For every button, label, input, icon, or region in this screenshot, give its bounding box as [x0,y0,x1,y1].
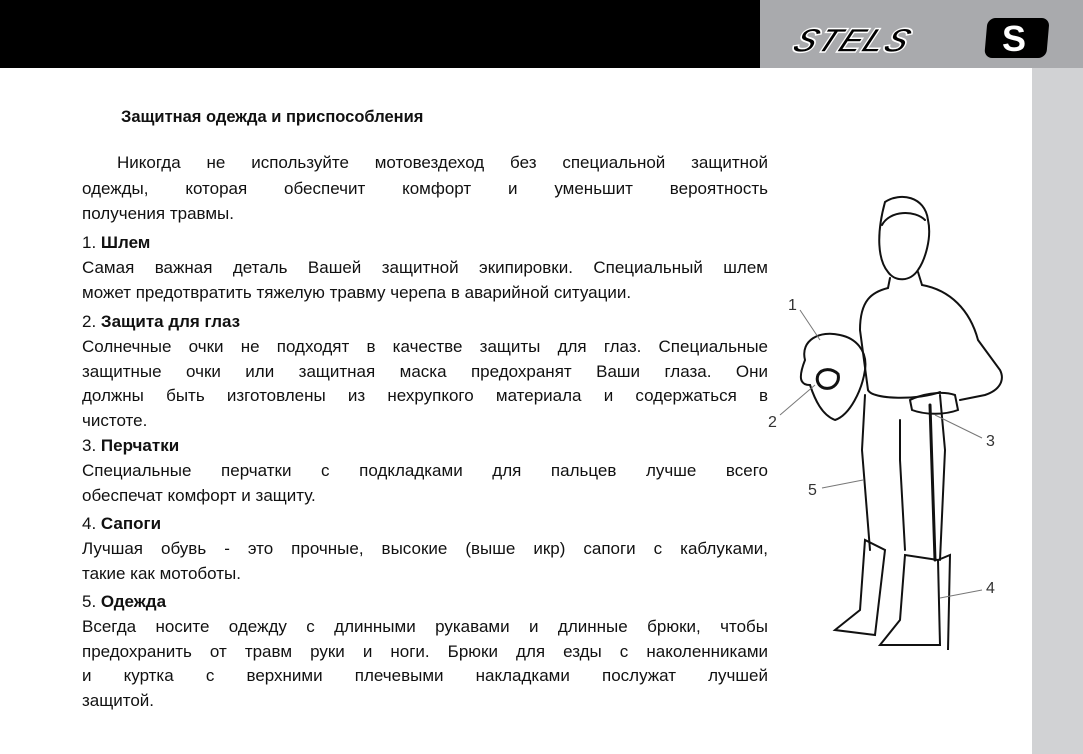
section-heading [82,436,179,456]
callout-4: 4 [986,580,995,597]
page-title: Защитная одежда и приспособления [121,108,424,126]
intro-line: Никогда не используйте мотовездеход без специальной защитной [117,153,768,172]
section-number: 3. [82,436,97,455]
intro-line: получения травмы. [82,204,234,223]
section-text-line: защитой. [82,690,155,710]
callout-2: 2 [768,414,777,431]
section-heading [82,592,166,612]
section-text-line: должны быть изготовлены из нехрупкого материала и содержаться в [82,386,768,405]
svg-text:S: S [1002,18,1027,59]
section-text-line: Специальные перчатки с подкладками для пальцев лучше всего [82,461,768,480]
callout-5: 5 [808,482,817,499]
section-title: Перчатки [100,436,180,455]
section-text-line: обеспечат комфорт и защиту. [82,485,316,505]
section-text-line: чистоте. [82,410,148,430]
section-text-line: Лучшая обувь - это прочные, высокие (выше икр) сапоги с каблуками, [82,539,768,558]
section-heading [82,312,240,332]
section-number: 4. [82,514,97,533]
section-heading [82,233,150,253]
section-title: Защита для глаз [100,312,241,331]
svg-text:STELS: STELS [786,21,920,60]
section-text-line: Солнечные очки не подходят в качестве защиты для глаз. Специальные [82,337,768,356]
section-text-line: такие как мотоботы. [82,563,241,583]
section-text-line: Всегда носите одежду с длинными рукавами и длинные брюки, чтобы [82,617,768,636]
callout-1: 1 [788,297,797,314]
section-heading [82,514,161,534]
section-text-line: предохранить от травм руки и ноги. Брюки для езды с наколенниками [82,641,768,661]
section-text-line: Самая важная деталь Вашей защитной экипировки. Специальный шлем [82,258,768,277]
section-text-line: и куртка с верхними плечевыми накладками послужат лучшей [82,666,768,685]
section-number: 5. [82,592,97,611]
stels-logo [780,14,1060,60]
side-strip [1032,68,1083,754]
intro-line: одежды, которая обеспечит комфорт и уменьшит вероятность [82,179,768,198]
section-text-line: защитные очки или защитная маска предохранят Ваши глаза. Они [82,361,768,381]
section-number: 1. [82,233,97,252]
callout-3: 3 [986,433,995,450]
section-title: Сапоги [100,514,162,533]
section-text-line: может предотвратить тяжелую травму черепа в аварийной ситуации. [82,282,632,302]
header-bar [0,0,760,68]
section-title: Шлем [100,233,151,252]
section-number: 2. [82,312,97,331]
protective-gear-illustration [760,190,1010,650]
section-title: Одежда [100,592,167,611]
